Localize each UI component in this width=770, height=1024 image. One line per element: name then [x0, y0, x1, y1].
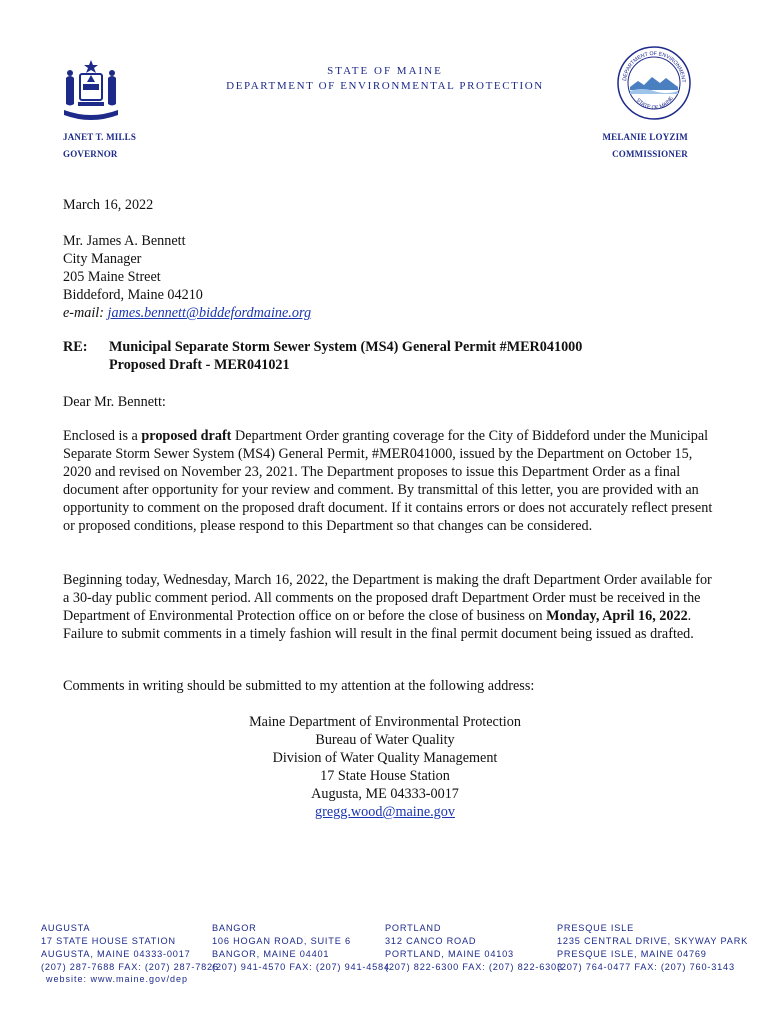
submission-address	[0, 713, 770, 821]
governor-name: JANET T. MILLS	[63, 132, 137, 142]
recipient-email-line	[63, 304, 713, 322]
office-citystate: PRESQUE ISLE, MAINE 04769	[557, 949, 707, 959]
submission-line-1: Maine Department of Environmental Protection	[249, 714, 521, 730]
dep-seal-icon	[616, 45, 692, 121]
office-phone: (207) 764-0477 FAX: (207) 760-3143	[557, 962, 735, 972]
svg-text:DEPARTMENT OF ENVIRONMENTAL PR	[616, 45, 686, 84]
office-address: 17 STATE HOUSE STATION	[41, 936, 176, 946]
state-heading: STATE OF MAINE	[327, 65, 443, 77]
svg-text:STATE OF MAINE	[635, 95, 675, 111]
recipient-city: Biddeford, Maine 04210	[63, 287, 203, 303]
footer-website[interactable]: website: www.maine.gov/dep	[46, 974, 189, 984]
office-address: 1235 CENTRAL DRIVE, SKYWAY PARK	[557, 936, 749, 946]
recipient-address	[63, 232, 713, 322]
office-phone: (207) 287-7688 FAX: (207) 287-7826	[41, 962, 219, 972]
office-city: BANGOR	[212, 923, 257, 933]
submission-line-2: Bureau of Water Quality	[315, 732, 455, 748]
footer-office-portland	[385, 922, 563, 974]
paragraph-3: Comments in writing should be submitted to my attention at the following address:	[63, 678, 535, 694]
paragraph-1	[63, 427, 713, 535]
footer-office-presque-isle	[557, 922, 748, 974]
office-citystate: BANGOR, MAINE 04401	[212, 949, 330, 959]
paragraph-2-start: Beginning today, Wednesday, March 16, 2022, the Department is making the draft Department Order available for a 30-day public comment period. All comments on the proposed draft Department Order must be received in the Department of Environmental Protection office on or before the close of business on	[63, 572, 712, 624]
office-city: PRESQUE ISLE	[557, 923, 634, 933]
seal-text-bottom: STATE OF MAINE	[634, 95, 675, 112]
email-label: e-mail:	[63, 305, 108, 321]
submission-line-3: Division of Water Quality Management	[272, 750, 498, 766]
submission-line-5: Augusta, ME 04333-0017	[311, 786, 459, 802]
governor-title: GOVERNOR	[63, 149, 118, 159]
submission-email-link[interactable]: gregg.wood@maine.gov	[315, 804, 455, 820]
recipient-name: Mr. James A. Bennett	[63, 233, 186, 249]
letter-date: March 16, 2022	[63, 197, 154, 213]
salutation: Dear Mr. Bennett:	[63, 394, 166, 410]
recipient-email-link[interactable]: james.bennett@biddefordmaine.org	[107, 305, 312, 321]
office-phone: (207) 822-6300 FAX: (207) 822-6303	[385, 962, 563, 972]
office-city: AUGUSTA	[41, 923, 91, 933]
re-label: RE:	[63, 339, 88, 355]
re-line-2: Proposed Draft - MER041021	[109, 357, 290, 373]
paragraph-2-rest: . Failure to submit comments in a timely fashion will result in the final permit document being issued as drafted.	[63, 608, 694, 642]
paragraph-2	[63, 571, 713, 643]
department-heading: DEPARTMENT OF ENVIRONMENTAL PROTECTION	[226, 80, 544, 92]
commissioner-name: MELANIE LOYZIM	[602, 132, 688, 142]
paragraph-1-start: Enclosed is a	[63, 428, 142, 444]
office-city: PORTLAND	[385, 923, 442, 933]
office-citystate: PORTLAND, MAINE 04103	[385, 949, 514, 959]
recipient-street: 205 Maine Street	[63, 269, 161, 285]
office-phone: (207) 941-4570 FAX: (207) 941-4584	[212, 962, 390, 972]
office-address: 312 CANCO ROAD	[385, 936, 477, 946]
recipient-title: City Manager	[63, 251, 142, 267]
paragraph-1-bold: proposed draft	[141, 428, 232, 444]
footer-office-augusta	[41, 922, 219, 974]
footer-office-bangor	[212, 922, 390, 974]
office-address: 106 HOGAN ROAD, SUITE 6	[212, 936, 351, 946]
commissioner-title: COMMISSIONER	[612, 149, 688, 159]
re-line-1: Municipal Separate Storm Sewer System (MS4) General Permit #MER041000	[109, 339, 583, 355]
paragraph-2-bold: Monday, April 16, 2022	[546, 608, 688, 624]
submission-line-4: 17 State House Station	[320, 768, 450, 784]
paragraph-1-rest: Department Order granting coverage for the City of Biddeford under the Municipal Separate Storm Sewer System (MS4) General Permit, #MER041000, issued by the Department on October 15, 2020 and revised on November 23, 2021. The Department proposes to issue this Department Order as a final document after opportunity for your review and comment. By transmittal of this letter, you are provided with an opportunity to comment on the proposed draft document. If it contains errors or does not accurately reflect present or proposed conditions, please respond to this Department so that changes can be considered.	[63, 428, 713, 534]
office-citystate: AUGUSTA, MAINE 04333-0017	[41, 949, 191, 959]
seal-text-top: DEPARTMENT OF ENVIRONMENT	[622, 50, 687, 83]
